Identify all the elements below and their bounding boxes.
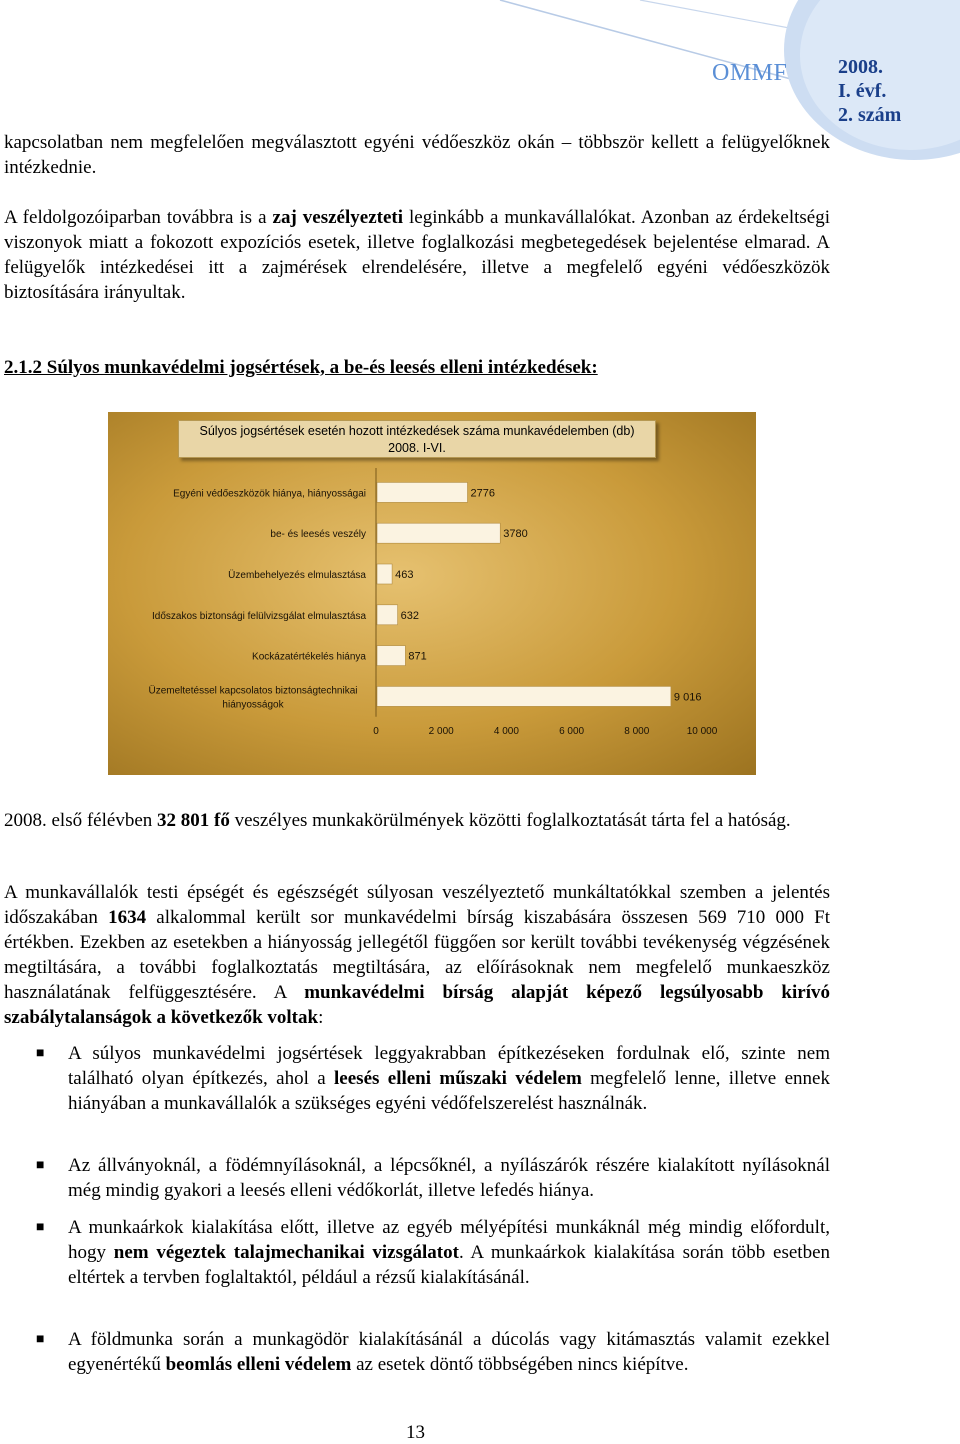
list-item-text: megfelelő lenne, illetve ennek hiányában a munkavállalók a szükséges egyéni védőfelszerelést használnák. [68,1068,830,1114]
chart-x-tick-label: 6 000 [559,726,585,737]
bullet-square-icon: ■ [36,1220,45,1235]
chart-data-label: 2776 [470,487,495,500]
chart-data-label: 463 [395,569,414,581]
chart-title-line1: Súlyos jogsértések esetén hozott intézkedések száma munkavédelemben (db) [199,424,635,438]
paragraph-ppe-continued: kapcsolatban nem megfelelően megválasztott egyéni védőeszköz okán – többször kellett a felügyelőknek intézkednie. [4,132,830,178]
section-heading: 2.1.2 Súlyos munkavédelmi jogsértések, a be-és leesés elleni intézkedések: [4,357,598,378]
chart-category-label: be- és leesés veszély [270,529,366,541]
chart-x-tick-label: 8 000 [624,726,650,737]
chart-data-label: 871 [408,650,427,663]
chart-x-tick-label: 10 000 [686,726,718,737]
list-item-bold: beomlás elleni védelem [165,1354,352,1375]
list-item-text: Az állványoknál, a födémnyílásoknál, a lépcsőknél, a nyílászárók részére kialakított nyílásoknál még mindig gyakori a leesés elleni védőkorlát, illetve lefedés hiánya. [68,1155,830,1201]
paragraph-processing-industry [4,205,830,305]
page-number: 13 [406,1422,425,1443]
p4-text-c: alkalommal került sor munkavédelmi bírság kiszabására összesen 569 710 000 Ft értékben. Ezekben az esetekben a hiányosság jellegétől függően sor került további tevékenység végzésének megtiltására, a további foglalkoztatás megtiltására, az előírásoknak nem megfelelő munkaeszköz használatának felfüggesztésére. A [4,907,831,1003]
list-item-text: A munkaárkok kialakítása előtt, illetve az egyéb mélyépítési munkáknál még mindig előfordult, hogy [68,1217,830,1263]
list-item-bold: leesés elleni műszaki védelem [334,1068,582,1089]
list-item [68,1153,830,1203]
bar-chart [108,412,756,775]
chart-data-label: 3780 [503,528,528,541]
p2-text-c: leginkább a munkavállalókat. Azonban az érdekeltségi viszonyok miatt a fokozott expozíciós esetek, illetve foglalkozási megbetegedések bejelentése elmarad. A felügyelők intézkedései itt a zajmérések elrendelésére, illetve a megfelelő egyéni védőeszközök biztosítására irányultak. [4,207,830,303]
list-item [68,1215,830,1290]
list-item-text: A súlyos munkavédelmi jogsértések leggyakrabban építkezéseken fordulnak elő, szinte nem található olyan építkezés, ahol a [68,1043,830,1089]
chart-x-tick-label: 4 000 [493,726,519,737]
p3-text-c: veszélyes munkakörülmények közötti foglalkoztatását tárta fel a hatóság. [229,810,791,831]
list-item [68,1327,830,1377]
chart-bar [377,646,405,666]
chart-bar [377,686,671,706]
badge-volume: I. évf. [838,80,887,102]
bullet-square-icon: ■ [36,1158,45,1173]
chart-data-label: 632 [400,609,419,622]
p2-bold-noise: zaj veszélyezteti [272,207,404,228]
p3-bold-count: 32 801 fő [157,810,230,831]
badge-issue: 2. szám [838,104,902,126]
chart-category-label: Üzembehelyezés elmulasztása [228,570,366,581]
chart-bar [377,482,467,502]
p2-text-a: A feldolgozóiparban továbbra is a [4,207,273,228]
paragraph-fines [4,880,830,1030]
bullet-square-icon: ■ [36,1332,45,1347]
bullet-square-icon: ■ [36,1046,45,1061]
chart-title-line2: 2008. I-VI. [388,441,446,455]
p4-bold-summary: munkavédelmi bírság alapját képező legsúlyosabb kirívó szabálytalanságok a következők voltak [4,982,830,1028]
chart-bar [377,564,392,584]
chart-bar [377,605,398,625]
p4-text-a: A munkavállalók testi épségét és egészségét súlyosan veszélyeztető munkáltatókkal szemben a jelentés időszakában [4,882,830,928]
chart-container [108,412,756,775]
chart-x-tick-label: 0 [373,726,379,737]
badge-year: 2008. [838,56,883,78]
list-item-text: az esetek döntő többségében nincs kiépítve. [351,1354,689,1375]
p4-text-e: : [318,1007,324,1028]
chart-category-label: Egyéni védőeszközök hiánya, hiányosságai [173,488,366,500]
list-item-text: . A munkaárkok kialakítása során több esetben eltértek a tervben foglaltaktól, például a rézsű kialakításánál. [68,1242,830,1288]
chart-category-label: Kockázatértékelés hiánya [252,651,366,663]
chart-category-label: Üzemeltetéssel kapcsolatos biztonságtechnikai hiányosságok [148,685,358,711]
chart-x-tick-label: 2 000 [428,726,454,737]
chart-category-label: Időszakos biztonsági felülvizsgálat elmulasztása [152,610,366,622]
chart-data-label: 9 016 [673,691,702,704]
list-item-text: A földmunka során a munkagödör kialakításánál a dúcolás vagy kitámasztás valamit ezekkel egyenértékű [68,1329,830,1375]
header-org-name: OMMF [712,60,788,86]
header-issue-badge [838,55,901,127]
paragraph-exposed-workers [4,808,830,833]
p4-bold-count: 1634 [108,907,147,928]
chart-bar [377,523,500,543]
p3-text-a: 2008. első félévben [4,810,158,831]
list-item-bold: nem végeztek talajmechanikai vizsgálatot [113,1242,459,1263]
list-item [68,1041,830,1116]
